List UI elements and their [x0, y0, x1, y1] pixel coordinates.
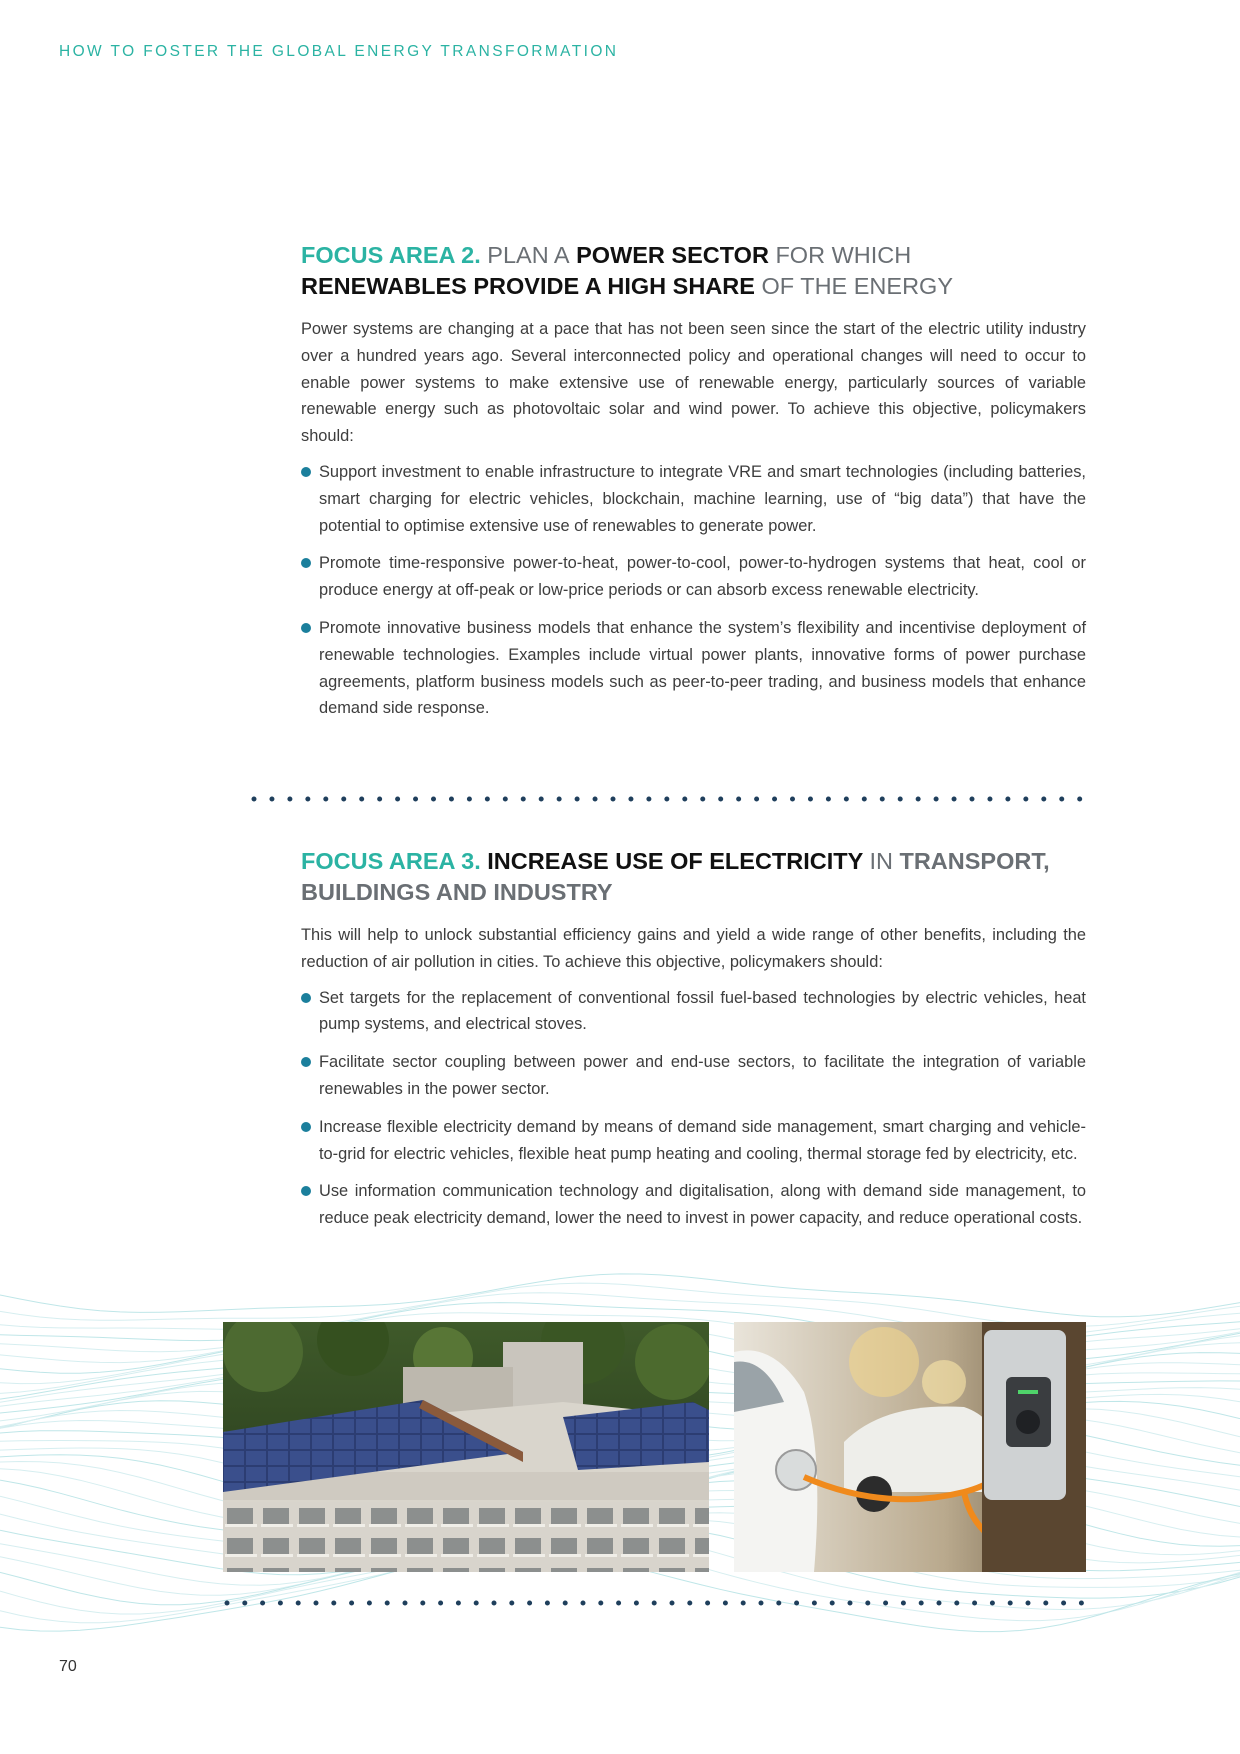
wave-line — [0, 1283, 1240, 1326]
bullet-dot-icon — [301, 467, 311, 477]
bullet-item — [301, 1178, 1086, 1232]
focus-area-3-bullet-list — [301, 985, 1086, 1232]
wave-line — [0, 1274, 1240, 1317]
focus-area-2-heading — [301, 240, 1086, 302]
focus-area-3-intro: This will help to unlock substantial efficiency gains and yield a wide range of other benefits, including the reduction of air pollution in cities. To achieve this objective, policymakers should: — [301, 926, 1086, 971]
ev-charging-station-photo — [734, 1322, 1086, 1572]
heading-emphasis: INCREASE USE OF ELECTRICITY — [487, 848, 863, 874]
bullet-text: Facilitate sector coupling between power and end-use sectors, to facilitate the integration of variable renewables in the power sector. — [319, 1053, 1086, 1098]
bullet-dot-icon — [301, 623, 311, 633]
bullet-dot-icon — [301, 993, 311, 1003]
focus-area-2-section — [301, 240, 1086, 733]
bullet-item — [301, 1114, 1086, 1168]
running-header: HOW TO FOSTER THE GLOBAL ENERGY TRANSFORMATION — [59, 43, 619, 60]
bullet-text: Use information communication technology and digitalisation, along with demand side management, to reduce peak electricity demand, lower the need to invest in power capacity, and reduce operational costs. — [319, 1182, 1086, 1228]
bullet-text: Support investment to enable infrastructure to integrate VRE and smart technologies (including batteries, smart charging for electric vehicles, blockchain, machine learning, use of “big data”) that have the potential to optimise extensive use of renewables to generate power. — [319, 462, 1086, 535]
heading-emphasis: TRANSPORT, BUILDINGS AND INDUSTRY — [301, 848, 1050, 905]
bullet-text: Set targets for the replacement of conventional fossil fuel-based technologies by electric vehicles, heat pump systems, and electrical stoves. — [319, 988, 1086, 1034]
heading-fragment: IN — [869, 848, 893, 874]
bullet-text: Increase flexible electricity demand by means of demand side management, smart charging and vehicle-to-grid for electric vehicles, flexible heat pump heating and cooling, thermal storage fed by electricity, etc. — [319, 1117, 1086, 1163]
bullet-dot-icon — [301, 1122, 311, 1132]
heading-fragment: PLAN A — [487, 242, 570, 268]
bullet-dot-icon — [301, 1057, 311, 1067]
dotted-divider-bottom — [223, 1599, 1086, 1607]
heading-fragment: OF THE ENERGY — [761, 273, 953, 299]
bullet-item — [301, 985, 1086, 1039]
bullet-item — [301, 550, 1086, 604]
focus-area-label: FOCUS AREA 3. — [301, 848, 481, 874]
bullet-dot-icon — [301, 1186, 311, 1196]
focus-area-3-section — [301, 846, 1086, 1243]
focus-area-3-heading — [301, 846, 1086, 908]
solar-panel-building-photo — [223, 1322, 709, 1572]
bullet-item — [301, 615, 1086, 722]
focus-area-2-bullet-list — [301, 459, 1086, 722]
dotted-divider — [250, 795, 1086, 803]
bullet-text: Promote innovative business models that enhance the system’s flexibility and incentivise deployment of renewable technologies. Examples include virtual power plants, innovative forms of power purchase agreements, platform business models such as peer-to-peer trading, and business models that enhance demand side response. — [319, 618, 1086, 718]
focus-area-label: FOCUS AREA 2. — [301, 242, 481, 268]
bullet-item — [301, 1049, 1086, 1103]
heading-emphasis: RENEWABLES PROVIDE A HIGH SHARE — [301, 273, 755, 299]
page-number: 70 — [59, 1658, 77, 1675]
bullet-item — [301, 459, 1086, 539]
bullet-text: Promote time-responsive power-to-heat, power-to-cool, power-to-hydrogen systems that heat, cool or produce energy at off-peak or low-price periods or can absorb excess renewable electricity. — [319, 554, 1086, 600]
focus-area-2-intro: Power systems are changing at a pace that has not been seen since the start of the electric utility industry over a hundred years ago. Several interconnected policy and operational changes will need to occur to enable power systems to make extensive use of renewable energy, particularly sources of variable renewable energy such as photovoltaic solar and wind power. To achieve this objective, policymakers should: — [301, 320, 1086, 446]
bullet-dot-icon — [301, 558, 311, 568]
heading-fragment: FOR WHICH — [775, 242, 912, 268]
heading-emphasis: POWER SECTOR — [576, 242, 769, 268]
